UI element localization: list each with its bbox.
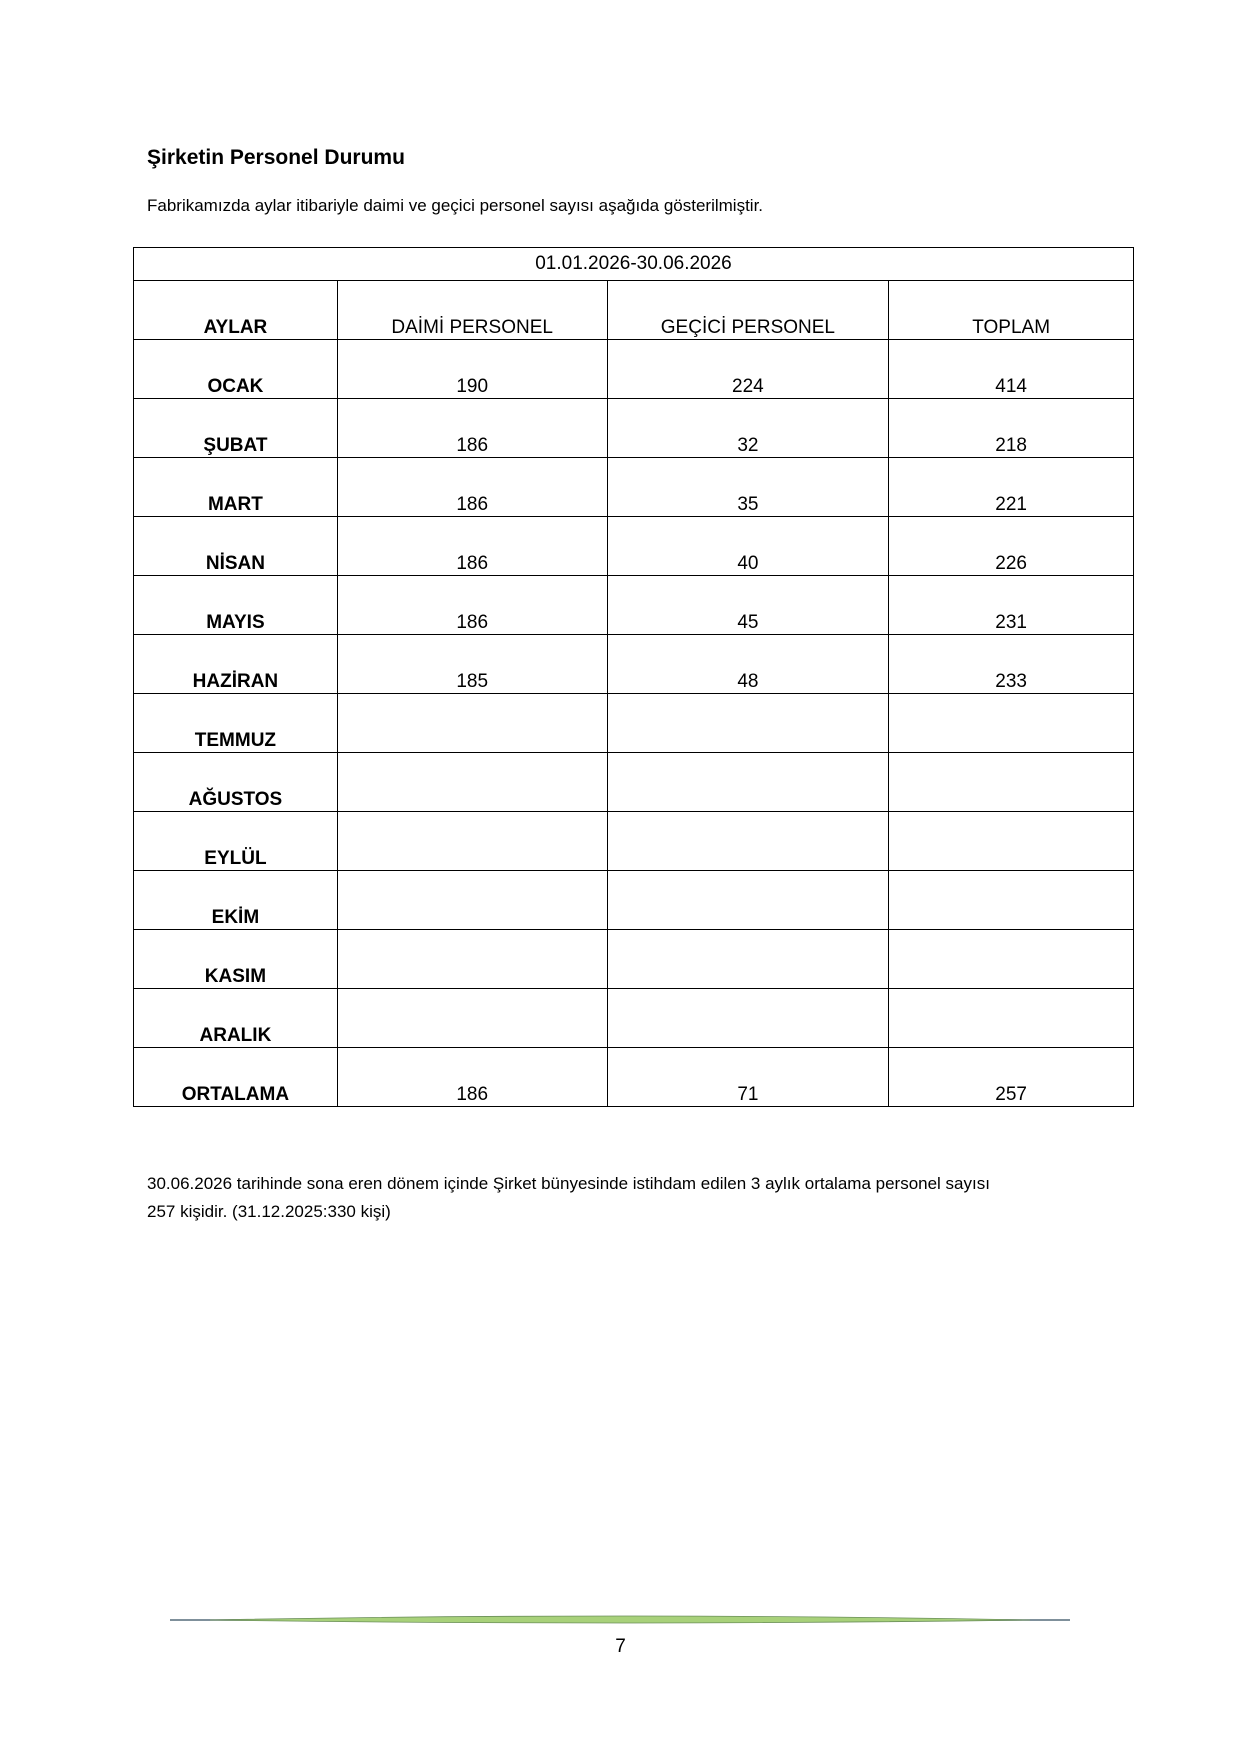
total-cell [889,812,1134,871]
total-cell: 221 [889,458,1134,517]
month-cell: EKİM [134,871,338,930]
total-cell: 218 [889,399,1134,458]
permanent-cell: 190 [337,340,607,399]
permanent-cell [337,871,607,930]
temporary-cell: 40 [607,517,889,576]
average-row [134,1048,1134,1107]
intro-text: Fabrikamızda aylar itibariyle daimi ve geçici personel sayısı aşağıda gösterilmiştir. [147,196,764,215]
header-temporary: GEÇİCİ PERSONEL [607,281,889,340]
header-months: AYLAR [134,281,338,340]
total-cell: 231 [889,576,1134,635]
permanent-cell [337,989,607,1048]
temporary-cell [607,753,889,812]
month-cell: EYLÜL [134,812,338,871]
temporary-cell: 48 [607,635,889,694]
total-cell: 414 [889,340,1134,399]
total-cell: 233 [889,635,1134,694]
table-row [134,812,1134,871]
table-row [134,576,1134,635]
total-cell [889,989,1134,1048]
month-cell: ŞUBAT [134,399,338,458]
temporary-cell [607,989,889,1048]
footer-divider-leaf [210,1616,1030,1623]
month-cell: OCAK [134,340,338,399]
temporary-cell: 32 [607,399,889,458]
table-row [134,694,1134,753]
table-row [134,340,1134,399]
table-row [134,930,1134,989]
permanent-cell: 186 [337,517,607,576]
summary-note-line-2: 257 kişidir. (31.12.2025:330 kişi) [147,1202,391,1221]
personnel-table [133,247,1134,1107]
period-row [134,248,1134,281]
temporary-cell [607,930,889,989]
permanent-cell: 185 [337,635,607,694]
month-cell: NİSAN [134,517,338,576]
permanent-cell: 186 [337,458,607,517]
month-cell: MART [134,458,338,517]
table-row [134,871,1134,930]
temporary-cell: 45 [607,576,889,635]
total-cell [889,694,1134,753]
month-cell: HAZİRAN [134,635,338,694]
temporary-cell: 35 [607,458,889,517]
temporary-cell: 224 [607,340,889,399]
footer-divider [170,1614,1070,1626]
table-row [134,989,1134,1048]
header-row [134,281,1134,340]
average-total-cell: 257 [889,1048,1134,1107]
total-cell [889,930,1134,989]
table-row [134,517,1134,576]
page-number: 7 [615,1636,626,1657]
month-cell: TEMMUZ [134,694,338,753]
permanent-cell: 186 [337,576,607,635]
month-cell: KASIM [134,930,338,989]
temporary-cell [607,694,889,753]
page-title: Şirketin Personel Durumu [147,146,405,169]
table-row [134,399,1134,458]
average-temporary-cell: 71 [607,1048,889,1107]
table-row [134,458,1134,517]
month-cell: ARALIK [134,989,338,1048]
permanent-cell: 186 [337,399,607,458]
total-cell [889,871,1134,930]
period-cell: 01.01.2026-30.06.2026 [134,248,1134,281]
total-cell: 226 [889,517,1134,576]
header-total: TOPLAM [889,281,1134,340]
temporary-cell [607,812,889,871]
permanent-cell [337,753,607,812]
average-label-cell: ORTALAMA [134,1048,338,1107]
month-cell: MAYIS [134,576,338,635]
table-row [134,635,1134,694]
table-row [134,753,1134,812]
permanent-cell [337,694,607,753]
summary-note-line-1: 30.06.2026 tarihinde sona eren dönem içinde Şirket bünyesinde istihdam edilen 3 aylık ortalama personel sayısı [147,1174,990,1193]
average-permanent-cell: 186 [337,1048,607,1107]
temporary-cell [607,871,889,930]
month-cell: AĞUSTOS [134,753,338,812]
header-permanent: DAİMİ PERSONEL [337,281,607,340]
summary-note [147,1170,1107,1226]
permanent-cell [337,930,607,989]
total-cell [889,753,1134,812]
permanent-cell [337,812,607,871]
